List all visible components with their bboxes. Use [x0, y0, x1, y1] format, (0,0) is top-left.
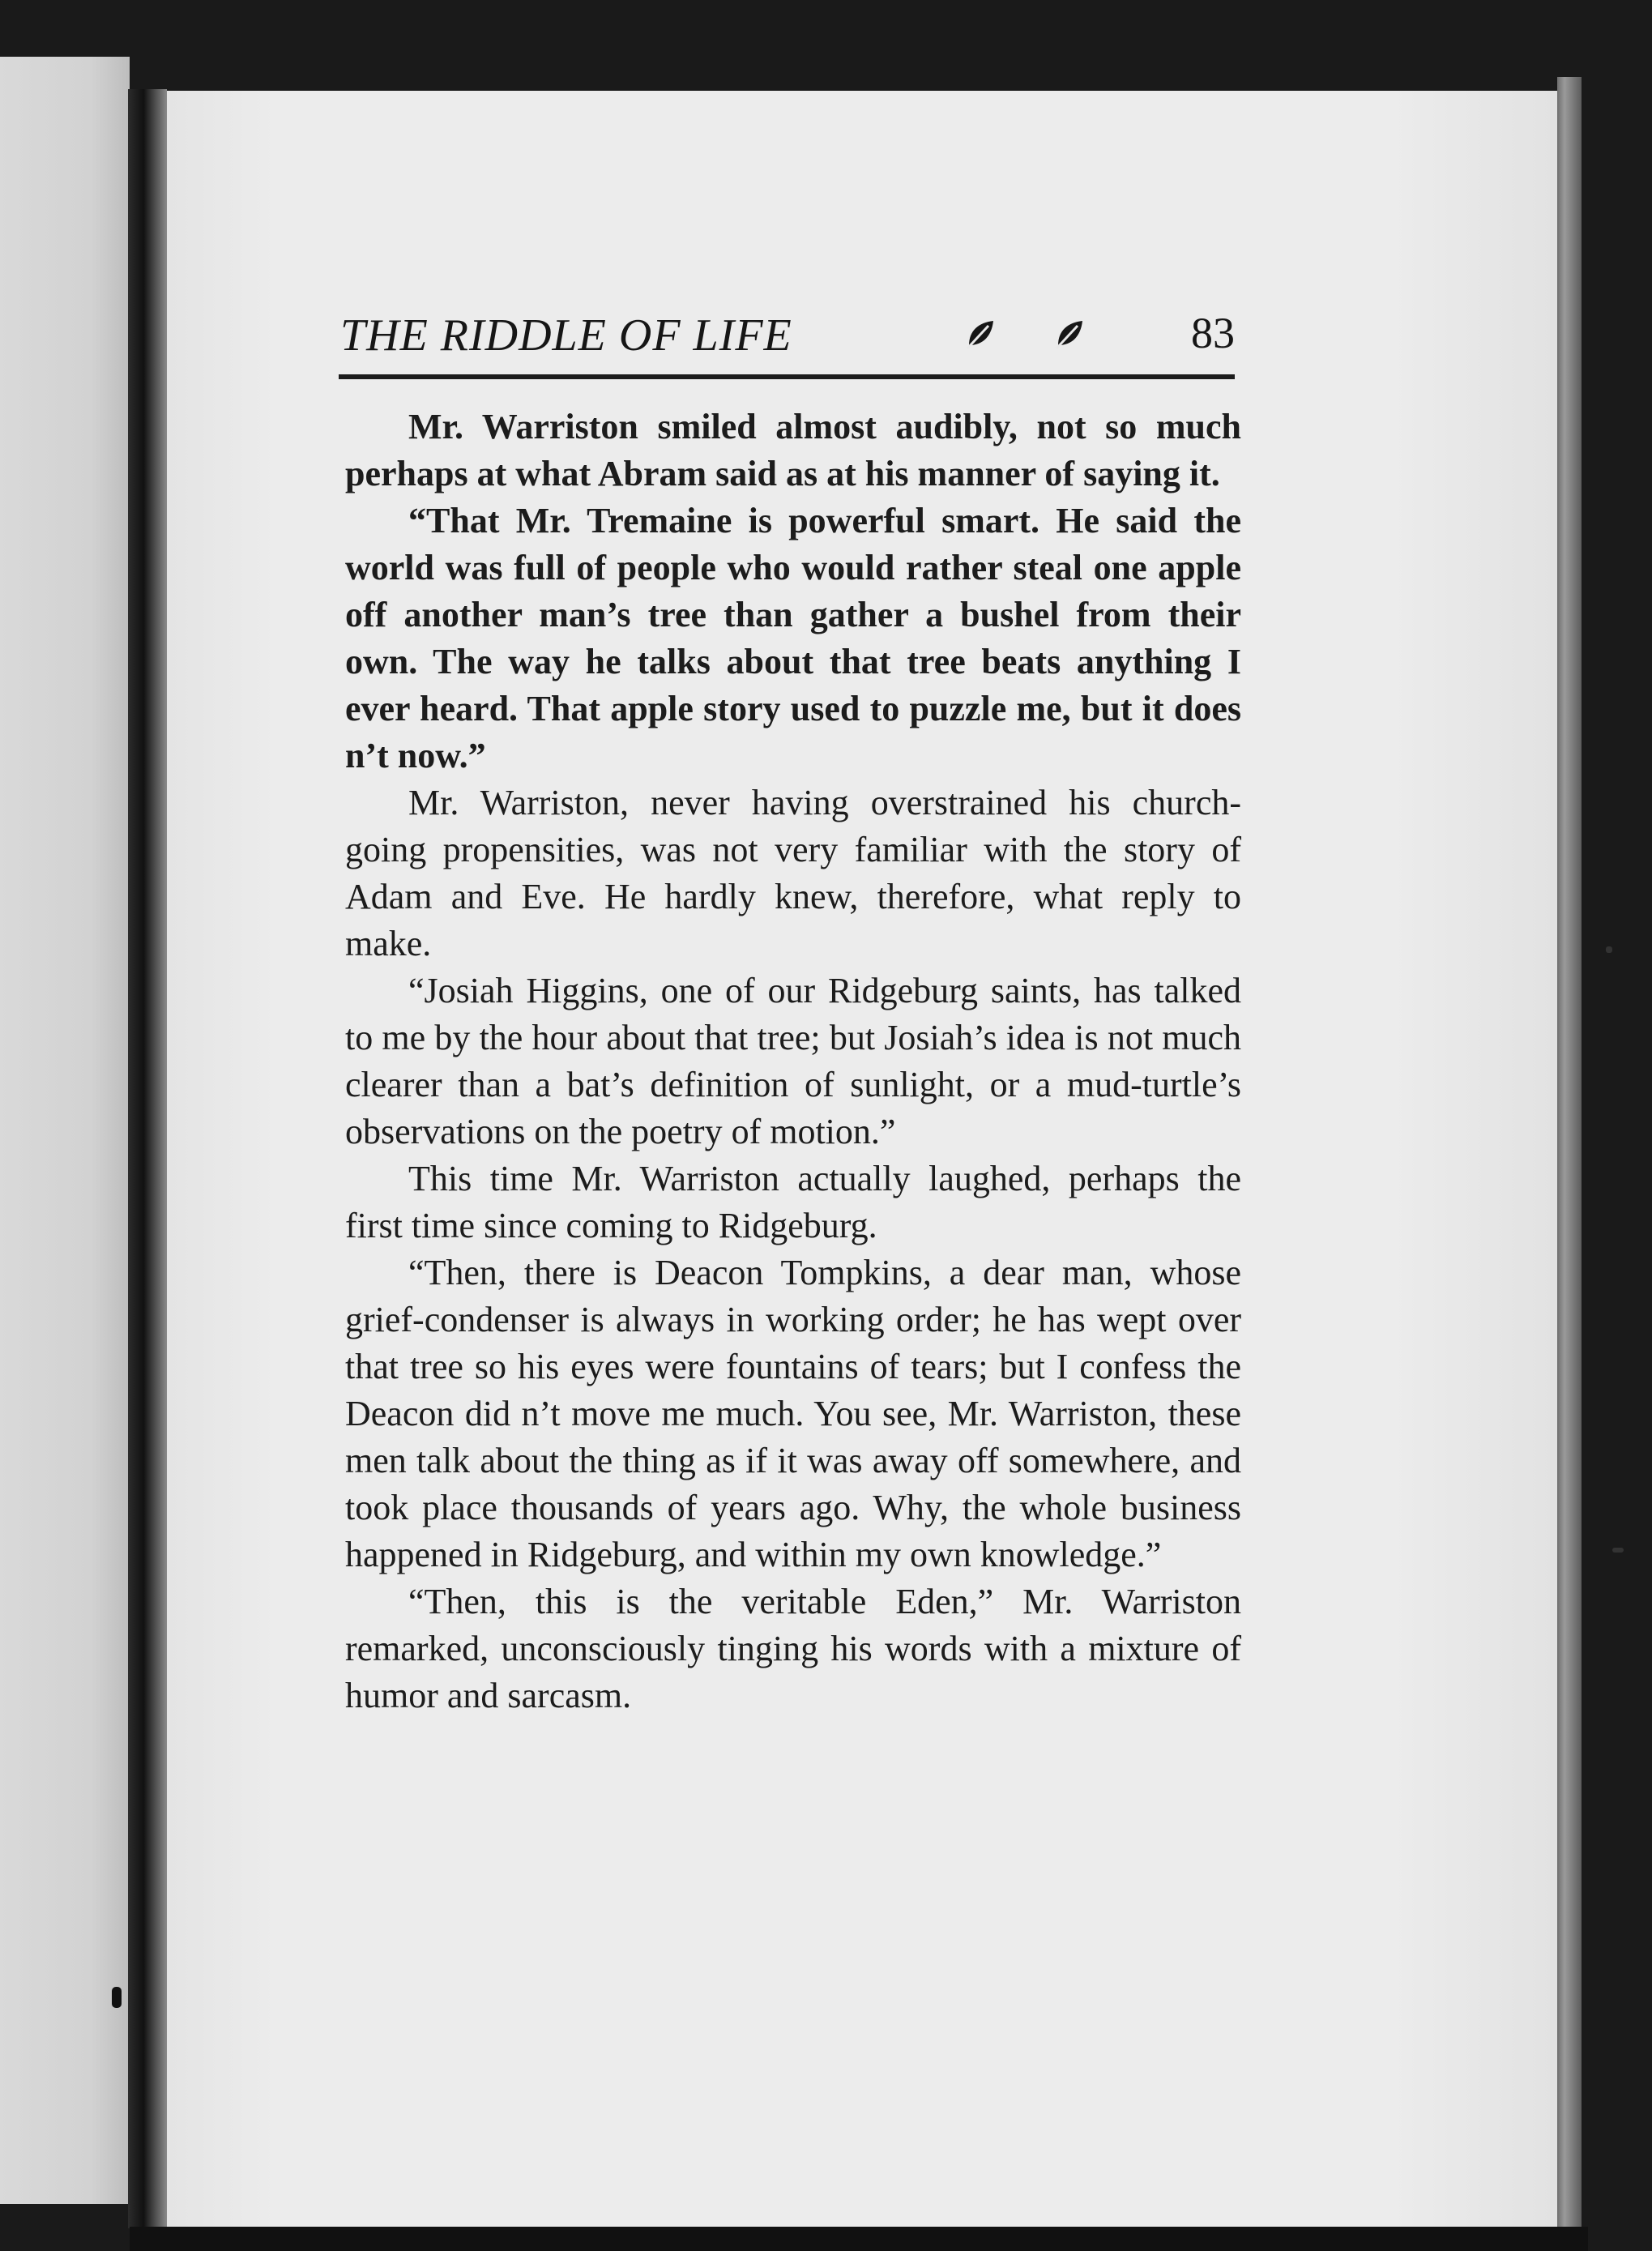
paragraph: This time Mr. Warriston actually laughed, perhaps the first time since coming to Ridgeburg. — [345, 1159, 1241, 1245]
paragraph: “Then, this is the veritable Eden,” Mr. Warriston remarked, unconsciously tinging his words with a mixture of humor and sarcasm. — [345, 1582, 1241, 1715]
binding-mark — [112, 1987, 122, 2008]
leaf-ornament-icon — [1053, 318, 1086, 350]
page-number: 83 — [1191, 309, 1235, 357]
book-gutter — [128, 89, 167, 2228]
facing-page-edge — [0, 57, 130, 2204]
page-fore-edge — [1557, 77, 1582, 2240]
running-head — [340, 301, 1235, 366]
scan-speck — [1606, 946, 1612, 953]
paragraph: “Josiah Higgins, one of our Ridgeburg saints, has talked to me by the hour about that tree; but Josiah’s idea is not much clearer than a bat’s definition of sunlight, or a mud-turtle’s observations on the poetry of motion.” — [345, 971, 1241, 1151]
paragraph: Mr. Warriston, never having overstrained his church-going propensities, was not very familiar with the story of Adam and Eve. He hardly knew, therefore, what reply to make. — [345, 783, 1241, 963]
body-text — [345, 404, 1241, 1719]
book-title: THE RIDDLE OF LIFE — [340, 310, 792, 361]
paragraph: Mr. Warriston smiled almost audibly, not so much perhaps at what Abram said as at his manner of saying it. — [345, 407, 1241, 493]
paragraph: “Then, there is Deacon Tompkins, a dear man, whose grief-condenser is always in working order; he has wept over that tree so his eyes were fountains of tears; but I confess the Deacon did n’t move me much. You see, Mr. Warriston, these men talk about the thing as if it was away off somewhere, and took place thousands of years ago. Why, the whole business happened in Ridgeburg, and within my own knowledge.” — [345, 1253, 1241, 1574]
bottom-shadow — [130, 2227, 1588, 2251]
leaf-ornament-icon — [964, 318, 997, 350]
scan-speck — [1612, 1548, 1624, 1553]
header-rule — [339, 374, 1235, 379]
paragraph: “That Mr. Tremaine is powerful smart. He said the world was full of people who would rather steal one apple off another man’s tree than gather a bushel from their own. The way he talks about that tree beats anything I ever heard. That apple story used to puzzle me, but it does n’t now.” — [345, 501, 1241, 775]
